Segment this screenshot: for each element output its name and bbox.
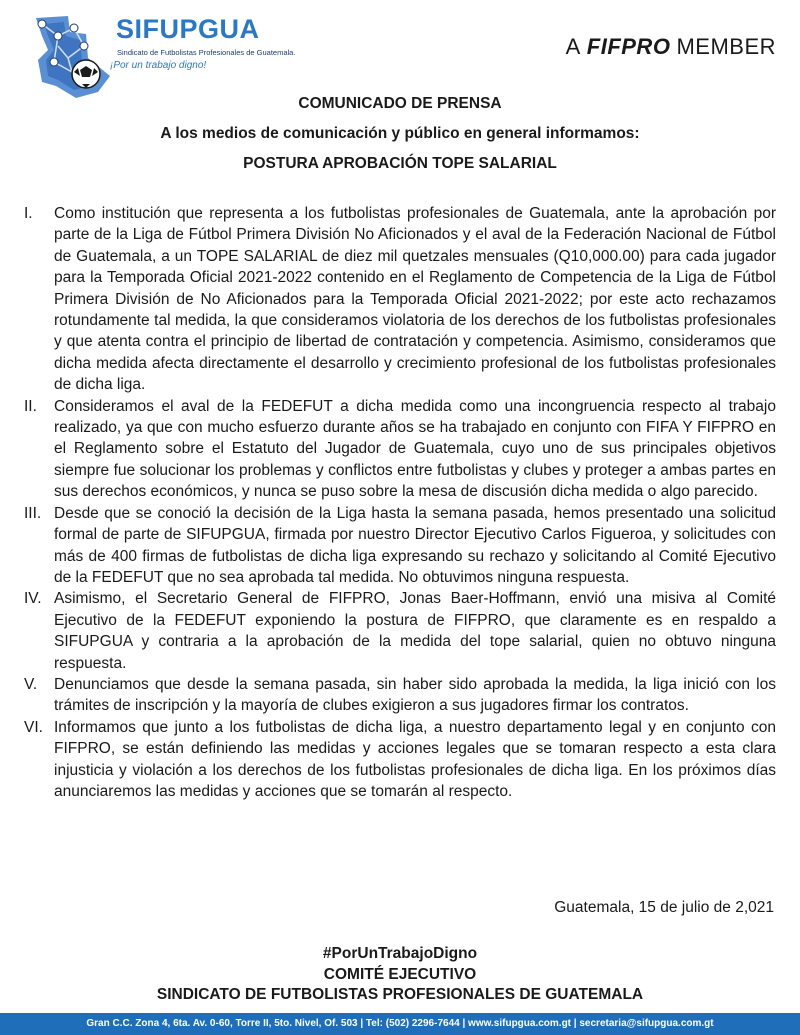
item-number: IV. (24, 590, 42, 608)
topic-title: POSTURA APROBACIÓN TOPE SALARIAL (243, 155, 557, 172)
member-suffix: MEMBER (676, 34, 776, 59)
statement-item (24, 396, 776, 503)
item-number: V. (24, 675, 38, 693)
statement-item (24, 503, 776, 589)
org-subtitle: Sindicato de Futbolistas Profesionales de Guatemala. (117, 48, 296, 57)
item-text: Denunciamos que desde la semana pasada, sin haber sido aprobada la medida, la liga inició con los trámites de inscripción y la mayoría de clubes exigieron a sus jugadores firmar los contratos. (54, 675, 776, 715)
contact-footer: Gran C.C. Zona 4, 6ta. Av. 0-60, Torre II, 5to. Nivel, Of. 503 | Tel: (502) 2296-7644 | www.sifupgua.com.gt | secretaria@sifupgua.com.gt (0, 1013, 800, 1035)
member-prefix: A (565, 34, 581, 59)
committee-name: COMITÉ EJECUTIVO (323, 965, 477, 983)
sifupgua-logo (28, 6, 296, 102)
item-text: Consideramos el aval de la FEDEFUT a dicha medida como una incongruencia respecto al trabajo realizado, ya que con mucho esfuerzo durante años se ha trabajado en conjunto con FIFA Y FIFPRO en el Reglamento sobre el Estatuto del Jugador de Guatemala, cuyo uno de sus principales objetivos siempre fue solucionar los problemas y conflictos entre futbolistas y clubes y proteger a ambas partes en sus derechos económicos, y nunca se puso sobre la mesa de discusión dicha medida o algo parecido. (54, 397, 776, 501)
item-text: Desde que se conoció la decisión de la Liga hasta la semana pasada, hemos presentado una solicitud formal de parte de SIFUPGUA, firmada por nuestro Director Ejecutivo Carlos Figueroa, y solicitudes con más de 400 firmas de futbolistas de dicha liga expresando su rechazo y solicitando al Comité Ejecutivo de la FEDEFUT que no sea aprobada tal medida. No obtuvimos ninguna respuesta. (54, 504, 776, 586)
org-name: SIFUPGUA (116, 14, 260, 44)
item-number: VI. (24, 718, 43, 736)
item-text: Como institución que representa a los futbolistas profesionales de Guatemala, ante la aprobación por parte de la Liga de Fútbol Primera División No Aficionados y el aval de la Federación Nacional de Fútbol de Guatemala, a un TOPE SALARIAL de diez mil quetzales mensuales (Q10,000.00) para cada jugador para la Temporada Oficial 2021-2022 contenido en el Reglamento de Competencia de la Liga de Fútbol Primera División de No Aficionados para la Temporada Oficial 2021-2022; por este acto rechazamos rotundamente tal medida, la que consideramos violatoria de los derechos de los futbolistas profesionales y que atenta contra el principio de libertad de contratación y competencia. Asimismo, consideramos que dicha medida afecta directamente el desarrollo y crecimiento profesional de los futbolistas profesionales de dicha liga. (54, 205, 776, 394)
item-text: Asimismo, el Secretario General de FIFPRO, Jonas Baer-Hoffmann, envió una misiva al Comité Ejecutivo de la FEDEFUT exponiendo la postura de FIFPRO, que claramente es en respaldo a SIFUPGUA y contraria a la aprobación de la medida del tope salarial, quien no obtuvo ninguna respuesta. (54, 590, 776, 672)
document-titles (0, 94, 800, 184)
statement-item (24, 674, 776, 717)
fifpro-member-badge (566, 34, 776, 60)
press-release-title: COMUNICADO DE PRENSA (298, 95, 502, 112)
item-number: I. (24, 205, 33, 222)
item-number: III. (24, 504, 42, 522)
org-full-name: SINDICATO DE FUTBOLISTAS PROFESIONALES DE GUATEMALA (156, 986, 644, 1003)
statement-item (24, 717, 776, 803)
letterhead (0, 0, 800, 100)
item-number: II. (24, 397, 37, 415)
date-line: Guatemala, 15 de julio de 2,021 (554, 899, 774, 916)
item-text: Informamos que junto a los futbolistas de dicha liga, a nuestro departamento legal y en conjunto con FIFPRO, se están definiendo las medidas y acciones legales que se tomaran respecto a esta clara injusticia y violación a los derechos de los futbolistas profesionales de dicha liga. En los próximos días anunciaremos las medidas y acciones que se tomarán al respecto. (54, 718, 776, 800)
statement-item (24, 588, 776, 674)
audience-line: A los medios de comunicación y público en general informamos: (160, 125, 640, 142)
signature-block (0, 944, 800, 1006)
member-brand: FIFPRO (586, 34, 671, 59)
guatemala-map-ball-icon (28, 6, 118, 102)
hashtag: #PorUnTrabajoDigno (322, 945, 478, 962)
org-slogan: ¡Por un trabajo digno! (110, 60, 207, 71)
statement-list (24, 203, 776, 802)
statement-item (24, 203, 776, 396)
